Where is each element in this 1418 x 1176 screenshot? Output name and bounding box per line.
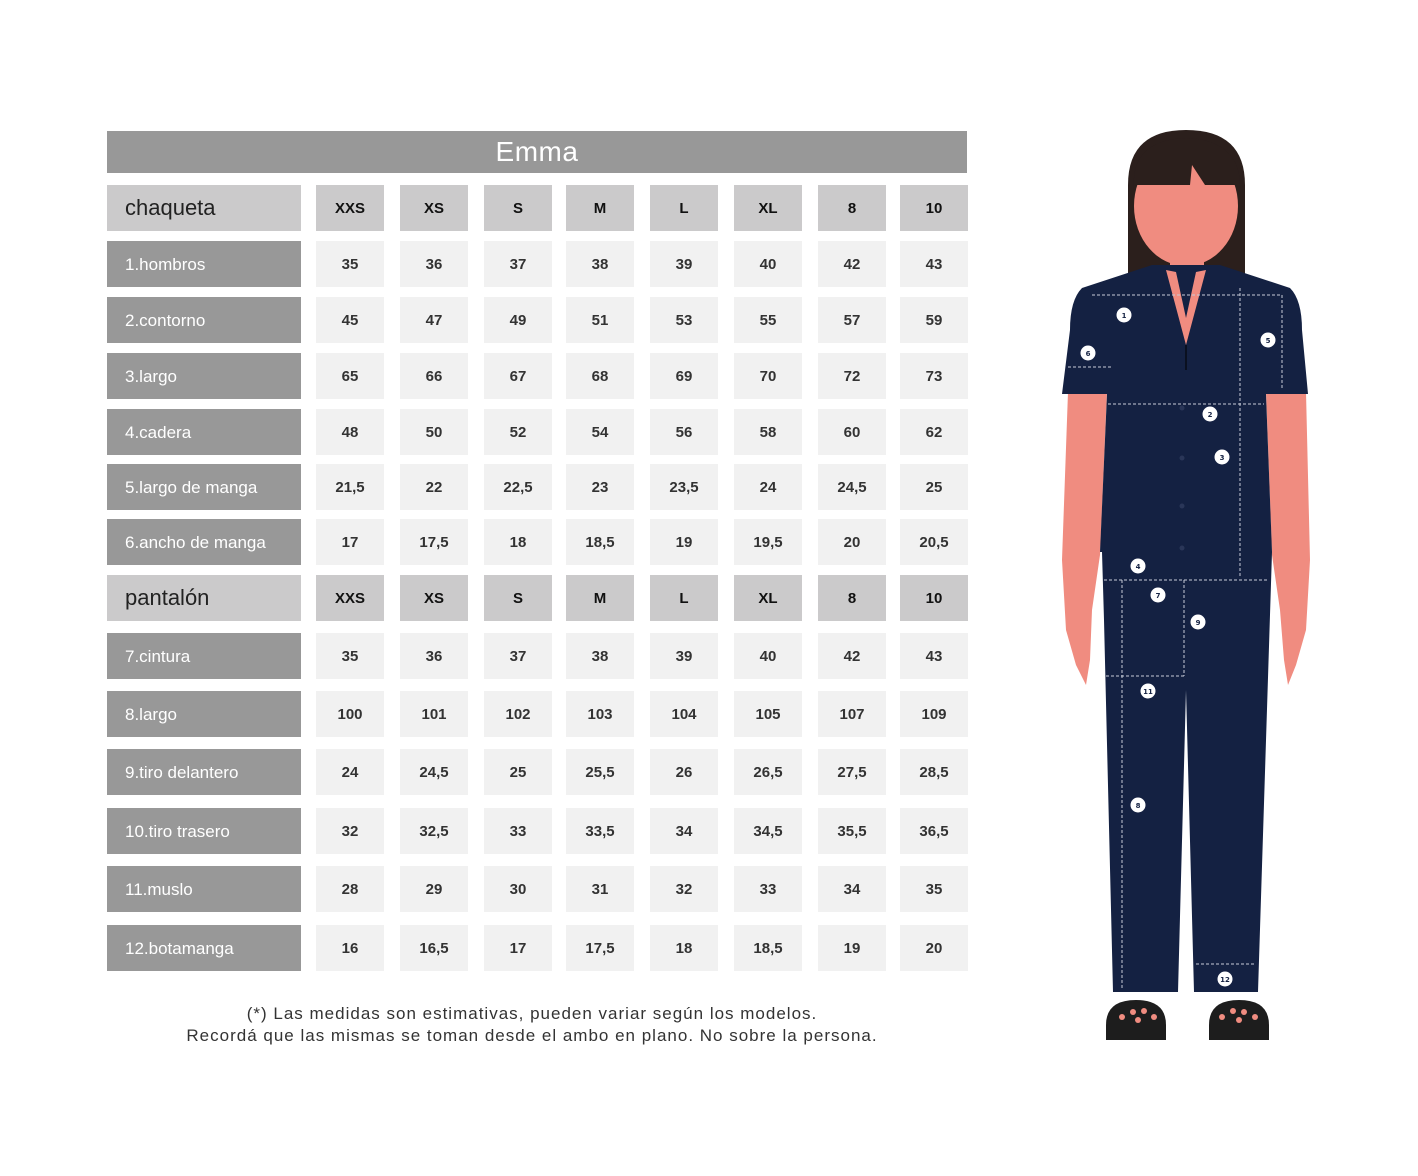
value-cell: 32 bbox=[316, 808, 384, 854]
value-cell: 45 bbox=[316, 297, 384, 343]
value-cell: 23,5 bbox=[650, 464, 718, 510]
value-cell: 65 bbox=[316, 353, 384, 399]
value-cell: 109 bbox=[900, 691, 968, 737]
value-cell: 28 bbox=[316, 866, 384, 912]
size-header-cell: XS bbox=[400, 575, 468, 621]
measure-label: 3.largo bbox=[107, 353, 301, 399]
value-cell: 53 bbox=[650, 297, 718, 343]
value-cell: 26,5 bbox=[734, 749, 802, 795]
size-header-cell: XS bbox=[400, 185, 468, 231]
value-cell: 17 bbox=[316, 519, 384, 565]
measure-label: 9.tiro delantero bbox=[107, 749, 301, 795]
value-cell: 18,5 bbox=[566, 519, 634, 565]
value-cell: 25 bbox=[484, 749, 552, 795]
value-cell: 24 bbox=[734, 464, 802, 510]
size-header-cell: M bbox=[566, 575, 634, 621]
value-cell: 33 bbox=[484, 808, 552, 854]
value-cell: 33,5 bbox=[566, 808, 634, 854]
marker-2: 2 bbox=[1207, 411, 1213, 419]
value-cell: 24 bbox=[316, 749, 384, 795]
value-cell: 40 bbox=[734, 241, 802, 287]
value-cell: 20 bbox=[900, 925, 968, 971]
value-cell: 72 bbox=[818, 353, 886, 399]
size-header-cell: 8 bbox=[818, 185, 886, 231]
footnote bbox=[107, 1003, 957, 1047]
value-cell: 24,5 bbox=[400, 749, 468, 795]
value-cell: 23 bbox=[566, 464, 634, 510]
value-cell: 17 bbox=[484, 925, 552, 971]
value-cell: 20,5 bbox=[900, 519, 968, 565]
value-cell: 30 bbox=[484, 866, 552, 912]
value-cell: 25 bbox=[900, 464, 968, 510]
value-cell: 34 bbox=[818, 866, 886, 912]
value-cell: 28,5 bbox=[900, 749, 968, 795]
value-cell: 43 bbox=[900, 241, 968, 287]
value-cell: 42 bbox=[818, 241, 886, 287]
measure-label: 4.cadera bbox=[107, 409, 301, 455]
value-cell: 26 bbox=[650, 749, 718, 795]
value-cell: 29 bbox=[400, 866, 468, 912]
value-cell: 55 bbox=[734, 297, 802, 343]
measure-label: 12.botamanga bbox=[107, 925, 301, 971]
value-cell: 25,5 bbox=[566, 749, 634, 795]
value-cell: 104 bbox=[650, 691, 718, 737]
size-header-cell: S bbox=[484, 575, 552, 621]
value-cell: 43 bbox=[900, 633, 968, 679]
value-cell: 19 bbox=[818, 925, 886, 971]
size-header-cell: XXS bbox=[316, 185, 384, 231]
size-header-cell: L bbox=[650, 185, 718, 231]
value-cell: 37 bbox=[484, 633, 552, 679]
value-cell: 60 bbox=[818, 409, 886, 455]
size-header-cell: 8 bbox=[818, 575, 886, 621]
size-header-cell: L bbox=[650, 575, 718, 621]
size-header-cell: XL bbox=[734, 185, 802, 231]
marker-7: 7 bbox=[1155, 592, 1161, 600]
value-cell: 32,5 bbox=[400, 808, 468, 854]
value-cell: 20 bbox=[818, 519, 886, 565]
section-header-pantalon: pantalón bbox=[107, 575, 301, 621]
value-cell: 35 bbox=[900, 866, 968, 912]
value-cell: 35 bbox=[316, 633, 384, 679]
measure-label: 1.hombros bbox=[107, 241, 301, 287]
value-cell: 42 bbox=[818, 633, 886, 679]
value-cell: 57 bbox=[818, 297, 886, 343]
value-cell: 36,5 bbox=[900, 808, 968, 854]
size-header-cell: M bbox=[566, 185, 634, 231]
value-cell: 52 bbox=[484, 409, 552, 455]
marker-12: 12 bbox=[1220, 976, 1230, 984]
value-cell: 38 bbox=[566, 633, 634, 679]
value-cell: 73 bbox=[900, 353, 968, 399]
value-cell: 34 bbox=[650, 808, 718, 854]
value-cell: 101 bbox=[400, 691, 468, 737]
value-cell: 59 bbox=[900, 297, 968, 343]
value-cell: 70 bbox=[734, 353, 802, 399]
measure-label: 2.contorno bbox=[107, 297, 301, 343]
measure-label: 5.largo de manga bbox=[107, 464, 301, 510]
value-cell: 31 bbox=[566, 866, 634, 912]
value-cell: 36 bbox=[400, 633, 468, 679]
value-cell: 32 bbox=[650, 866, 718, 912]
left-arm bbox=[1062, 392, 1107, 685]
value-cell: 34,5 bbox=[734, 808, 802, 854]
size-header-cell: 10 bbox=[900, 185, 968, 231]
value-cell: 22 bbox=[400, 464, 468, 510]
right-arm bbox=[1266, 392, 1310, 685]
measure-label: 10.tiro trasero bbox=[107, 808, 301, 854]
value-cell: 35,5 bbox=[818, 808, 886, 854]
value-cell: 103 bbox=[566, 691, 634, 737]
value-cell: 105 bbox=[734, 691, 802, 737]
value-cell: 100 bbox=[316, 691, 384, 737]
marker-4: 4 bbox=[1135, 563, 1141, 571]
value-cell: 102 bbox=[484, 691, 552, 737]
value-cell: 38 bbox=[566, 241, 634, 287]
value-cell: 68 bbox=[566, 353, 634, 399]
marker-5: 5 bbox=[1265, 337, 1271, 345]
value-cell: 39 bbox=[650, 633, 718, 679]
value-cell: 49 bbox=[484, 297, 552, 343]
figure-illustration bbox=[1050, 120, 1330, 1050]
value-cell: 66 bbox=[400, 353, 468, 399]
value-cell: 18,5 bbox=[734, 925, 802, 971]
footnote-line-2: Recordá que las mismas se toman desde el ambo en plano. No sobre la persona. bbox=[186, 1026, 878, 1045]
marker-9: 9 bbox=[1195, 619, 1201, 627]
value-cell: 67 bbox=[484, 353, 552, 399]
pants bbox=[1102, 552, 1272, 992]
size-header-cell: XL bbox=[734, 575, 802, 621]
value-cell: 54 bbox=[566, 409, 634, 455]
value-cell: 18 bbox=[484, 519, 552, 565]
value-cell: 36 bbox=[400, 241, 468, 287]
marker-3: 3 bbox=[1219, 454, 1225, 462]
value-cell: 40 bbox=[734, 633, 802, 679]
value-cell: 27,5 bbox=[818, 749, 886, 795]
value-cell: 19 bbox=[650, 519, 718, 565]
value-cell: 107 bbox=[818, 691, 886, 737]
value-cell: 48 bbox=[316, 409, 384, 455]
value-cell: 17,5 bbox=[400, 519, 468, 565]
table-title: Emma bbox=[107, 131, 967, 173]
value-cell: 19,5 bbox=[734, 519, 802, 565]
value-cell: 37 bbox=[484, 241, 552, 287]
value-cell: 51 bbox=[566, 297, 634, 343]
value-cell: 69 bbox=[650, 353, 718, 399]
value-cell: 39 bbox=[650, 241, 718, 287]
value-cell: 35 bbox=[316, 241, 384, 287]
value-cell: 18 bbox=[650, 925, 718, 971]
marker-6: 6 bbox=[1085, 350, 1091, 358]
value-cell: 24,5 bbox=[818, 464, 886, 510]
value-cell: 50 bbox=[400, 409, 468, 455]
marker-11: 11 bbox=[1143, 688, 1153, 696]
measure-label: 7.cintura bbox=[107, 633, 301, 679]
value-cell: 47 bbox=[400, 297, 468, 343]
value-cell: 62 bbox=[900, 409, 968, 455]
value-cell: 33 bbox=[734, 866, 802, 912]
section-header-chaqueta: chaqueta bbox=[107, 185, 301, 231]
value-cell: 56 bbox=[650, 409, 718, 455]
measure-label: 6.ancho de manga bbox=[107, 519, 301, 565]
footnote-line-1: (*) Las medidas son estimativas, pueden variar según los modelos. bbox=[246, 1004, 818, 1023]
value-cell: 22,5 bbox=[484, 464, 552, 510]
value-cell: 16,5 bbox=[400, 925, 468, 971]
size-header-cell: XXS bbox=[316, 575, 384, 621]
size-header-cell: 10 bbox=[900, 575, 968, 621]
value-cell: 21,5 bbox=[316, 464, 384, 510]
value-cell: 16 bbox=[316, 925, 384, 971]
value-cell: 17,5 bbox=[566, 925, 634, 971]
marker-8: 8 bbox=[1135, 802, 1141, 810]
size-header-cell: S bbox=[484, 185, 552, 231]
measure-label: 8.largo bbox=[107, 691, 301, 737]
value-cell: 58 bbox=[734, 409, 802, 455]
marker-1: 1 bbox=[1121, 312, 1127, 320]
measure-label: 11.muslo bbox=[107, 866, 301, 912]
